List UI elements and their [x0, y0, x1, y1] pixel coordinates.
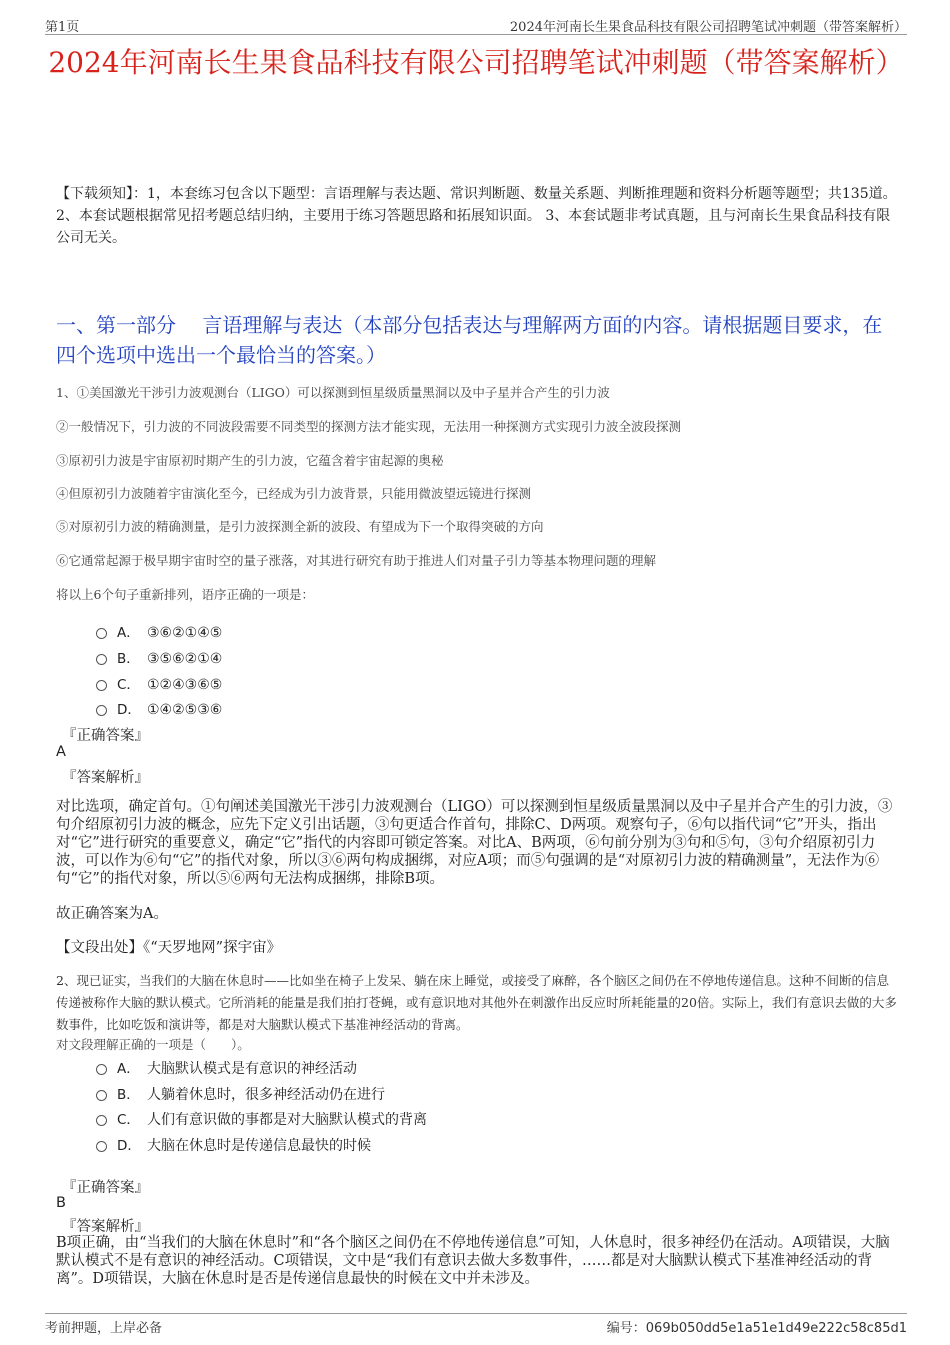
- q1-analysis: 对比选项，确定首句。①句阐述美国激光干涉引力波观测台（LIGO）可以探测到恒星级质量黑洞以及中子星并合产生的引力波，③句介绍原初引力波的概念，应先下定义引出话题，③句更适合作首句，排除C、D两项。观察句子，⑥句以指代词“它”开头，指出对“它”进行研究的重要意义，确定“它”指代的内容即可锁定答案。对比A、B两项，⑥句前分别为③句和⑤句，③句介绍原初引力波，可以作为⑥句“它”的指代对象，所以③⑥两句构成捆绑，对应A项；而⑤句强调的是“对原初引力波的精确测量”，无法作为⑥句“它”的指代对象，所以⑤⑥两句无法构成捆绑，排除B项。: [56, 799, 893, 887]
- q1-line: ④但原初引力波随着宇宙演化至今，已经成为引力波背景，只能用微波望远镜进行探测: [56, 486, 532, 501]
- radio-icon[interactable]: [96, 1090, 107, 1101]
- q2-option-c[interactable]: C． 人们有意识做的事都是对大脑默认模式的背离: [96, 1108, 427, 1129]
- q1-conclusion: 故正确答案为A。: [56, 906, 168, 922]
- q1-option-d[interactable]: D． ①④②⑤③⑥: [96, 698, 222, 718]
- q2-option-b[interactable]: B． 人躺着休息时，很多神经活动仍在进行: [96, 1083, 385, 1104]
- radio-icon[interactable]: [96, 654, 107, 665]
- q1-prompt: 将以上6个句子重新排列，语序正确的一项是：: [56, 587, 314, 602]
- header-doc-title: 2024年河南长生果食品科技有限公司招聘笔试冲刺题（带答案解析）: [509, 20, 907, 35]
- q2-analysis: B项正确，由“当我们的大脑在休息时”和“各个脑区之间仍在不停地传递信息”可知，人休息时，很多神经仍在活动。A项错误，大脑默认模式不是有意识的神经活动。C项错误，文中是“我们有意识去做大多数事件，……都是对大脑默认模式下基准神经活动的背离”。D项错误，大脑在休息时是否是传递信息最快的时候在文中并未涉及。: [56, 1235, 890, 1287]
- footer-serial: 编号：069b050dd5e1a51e1d49e222c58c85d1: [606, 1321, 907, 1336]
- radio-icon[interactable]: [96, 705, 107, 716]
- page-header: [45, 14, 907, 35]
- page-footer: [45, 1313, 907, 1334]
- download-notice: 【下载须知】：1，本套练习包含以下题型：言语理解与表达题、常识判断题、数量关系题、判断推理题和资料分析题等题型；共135道。 2、本套试题根据常见招考题总结归纳，主要用于练习答题思路和拓展知识面。 3、本套试题非考试真题，且与河南长生果食品科技有限公司无关。: [56, 186, 897, 246]
- radio-icon[interactable]: [96, 1115, 107, 1126]
- q1-answer: A: [56, 744, 66, 760]
- q2-option-d[interactable]: D． 大脑在休息时是传递信息最快的时候: [96, 1134, 371, 1155]
- q2-answer-label: 『正确答案』: [62, 1180, 149, 1196]
- section-heading: 一、第一部分 言语理解与表达（本部分包括表达与理解两方面的内容。请根据题目要求，在四个选项中选出一个最恰当的答案。）: [56, 313, 883, 367]
- q1-line: ②一般情况下，引力波的不同波段需要不同类型的探测方法才能实现，无法用一种探测方式实现引力波全波段探测: [56, 419, 682, 434]
- radio-icon[interactable]: [96, 1141, 107, 1152]
- q2-stem: 2、现已证实，当我们的大脑在休息时——比如坐在椅子上发呆、躺在床上睡觉，或接受了麻醉，各个脑区之间仍在不停地传递信息。这种不间断的信息传递被称作大脑的默认模式。它所消耗的能量是我们拍打苍蝇，或有意识地对其他外在刺激作出反应时所耗能量的20倍。实际上，我们有意识去做的大多数事件，比如吃饭和演讲等，都是对大脑默认模式下基准神经活动的背离。: [56, 973, 897, 1032]
- q1-option-b[interactable]: B． ③⑤⑥②①④: [96, 647, 222, 667]
- document-title: 2024年河南长生果食品科技有限公司招聘笔试冲刺题（带答案解析）: [48, 46, 904, 79]
- q1-option-c[interactable]: C． ①②④③⑥⑤: [96, 673, 222, 693]
- q2-option-a[interactable]: A． 大脑默认模式是有意识的神经活动: [96, 1057, 357, 1078]
- q1-line: ⑤对原初引力波的精确测量，是引力波探测全新的波段、有望成为下一个取得突破的方向: [56, 519, 544, 534]
- q1-option-a[interactable]: A． ③⑥②①④⑤: [96, 621, 222, 641]
- q2-answer: B: [56, 1195, 66, 1211]
- radio-icon[interactable]: [96, 628, 107, 639]
- q1-answer-label: 『正确答案』: [62, 728, 149, 744]
- q1-source: 【文段出处】《“天罗地网”探宇宙》: [56, 940, 282, 956]
- q1-line: ⑥它通常起源于极早期宇宙时空的量子涨落，对其进行研究有助于推进人们对量子引力等基本物理问题的理解: [56, 553, 657, 568]
- q2-question: 对文段理解正确的一项是（ ）。: [56, 1037, 250, 1052]
- radio-icon[interactable]: [96, 1064, 107, 1075]
- q1-line: ③原初引力波是宇宙原初时期产生的引力波，它蕴含着宇宙起源的奥秘: [56, 453, 444, 468]
- page-number: 第1页: [45, 20, 80, 35]
- footer-slogan: 考前押题，上岸必备: [45, 1321, 163, 1336]
- radio-icon[interactable]: [96, 680, 107, 691]
- q1-analysis-label: 『答案解析』: [62, 770, 149, 786]
- q2-analysis-label: 『答案解析』: [62, 1219, 149, 1235]
- q1-line: 1、①美国激光干涉引力波观测台（LIGO）可以探测到恒星级质量黑洞以及中子星并合产生的引力波: [56, 385, 610, 400]
